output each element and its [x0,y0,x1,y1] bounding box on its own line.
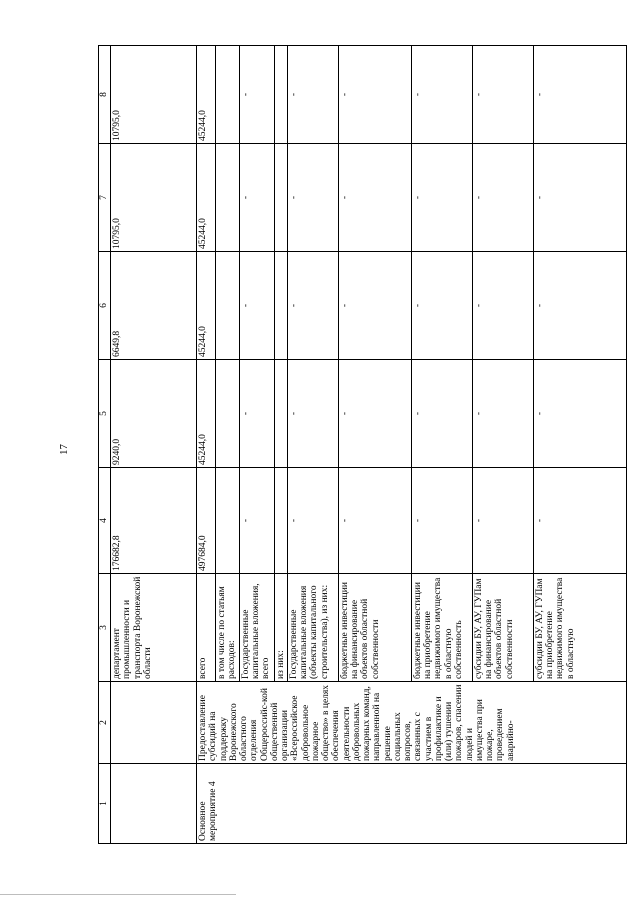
value-cell: - [411,468,472,574]
value-cell [216,144,240,252]
column-header: 8 [99,46,111,144]
value-cell [216,252,240,360]
value-cell [216,46,240,144]
value-cell [274,360,287,468]
value-cell: - [338,144,411,252]
value-cell: 6649,8 [111,252,197,360]
value-cell: 45244,0 [197,360,216,468]
value-cell: - [411,144,472,252]
value-cell: - [287,144,338,252]
value-cell: - [338,360,411,468]
column-header: 4 [99,468,111,574]
value-cell [216,468,240,574]
value-cell: - [533,144,626,252]
value-cell: - [472,468,533,574]
value-cell: - [239,468,274,574]
column-header: 3 [99,574,111,682]
page-number: 17 [58,444,70,456]
value-cell: - [239,144,274,252]
row-label: Государственные капитальные вложения, всего [239,574,274,682]
value-cell: 10795,0 [111,144,197,252]
value-cell: - [239,360,274,468]
table-row [111,46,197,844]
value-cell: - [287,468,338,574]
value-cell: - [472,46,533,144]
column-header: 1 [99,764,111,844]
event-name-cell: Основное мероприятие 4 [197,764,627,844]
value-cell: - [533,360,626,468]
value-cell: - [472,252,533,360]
value-cell: - [287,252,338,360]
value-cell [274,252,287,360]
value-cell: - [287,360,338,468]
value-cell: 10795,0 [111,46,197,144]
budget-table [98,45,627,844]
row-label: бюджетные инвестиции на приобретение недвижимого имущества в областную собственность [411,574,472,682]
value-cell: - [411,46,472,144]
value-cell [216,360,240,468]
value-cell [274,144,287,252]
row-label: всего [197,574,216,682]
empty-cell [111,764,197,844]
value-cell: - [411,252,472,360]
row-label: субсидии БУ, АУ, ГУПам на финансирование объектов областной собственности [472,574,533,682]
value-cell: 45244,0 [197,252,216,360]
header-row [99,46,111,844]
value-cell: 9240,0 [111,360,197,468]
value-cell: - [533,468,626,574]
value-cell: - [239,252,274,360]
table-container [98,46,576,844]
value-cell: 176682,8 [111,468,197,574]
value-cell: - [533,46,626,144]
column-header: 2 [99,682,111,764]
footer-rule [0,894,236,895]
row-label: бюджетные инвестиции на финансирование объектов областной собственности [338,574,411,682]
row-label: из них: [274,574,287,682]
value-cell: - [287,46,338,144]
executor-cell: департамент промышленности и транспорта Воронежской области [111,574,197,682]
value-cell: - [411,360,472,468]
table-row [197,46,216,844]
empty-cell [111,682,197,764]
column-header: 7 [99,144,111,252]
row-label: Государственные капитальные вложения (объекты капитального строительства), из них: [287,574,338,682]
value-cell: - [533,252,626,360]
value-cell [274,46,287,144]
value-cell: - [239,46,274,144]
value-cell: - [338,46,411,144]
value-cell: - [472,144,533,252]
value-cell: 45244,0 [197,144,216,252]
value-cell: - [338,252,411,360]
event-description-cell: Предоставление субсидий на поддержку Воронежского областного отделения Общероссийс-кой общественной организации «Всероссийское добровольное пожарное общество» в целях обеспечения деятельности добровольных пожарных команд, направленной на решение социальных вопросов, связанных с участием в профилактике и (или) тушении пожаров, спасении людей и имущества при пожаре, проведением аварийно- [197,682,627,764]
row-label: в том числе по статьям расходов: [216,574,240,682]
value-cell: 497684,0 [197,468,216,574]
value-cell: 45244,0 [197,46,216,144]
column-header: 5 [99,360,111,468]
value-cell [274,468,287,574]
value-cell: - [472,360,533,468]
value-cell: - [338,468,411,574]
row-label: субсидии БУ, АУ, ГУПам на приобретение недвижимого имущества в областную [533,574,626,682]
column-header: 6 [99,252,111,360]
